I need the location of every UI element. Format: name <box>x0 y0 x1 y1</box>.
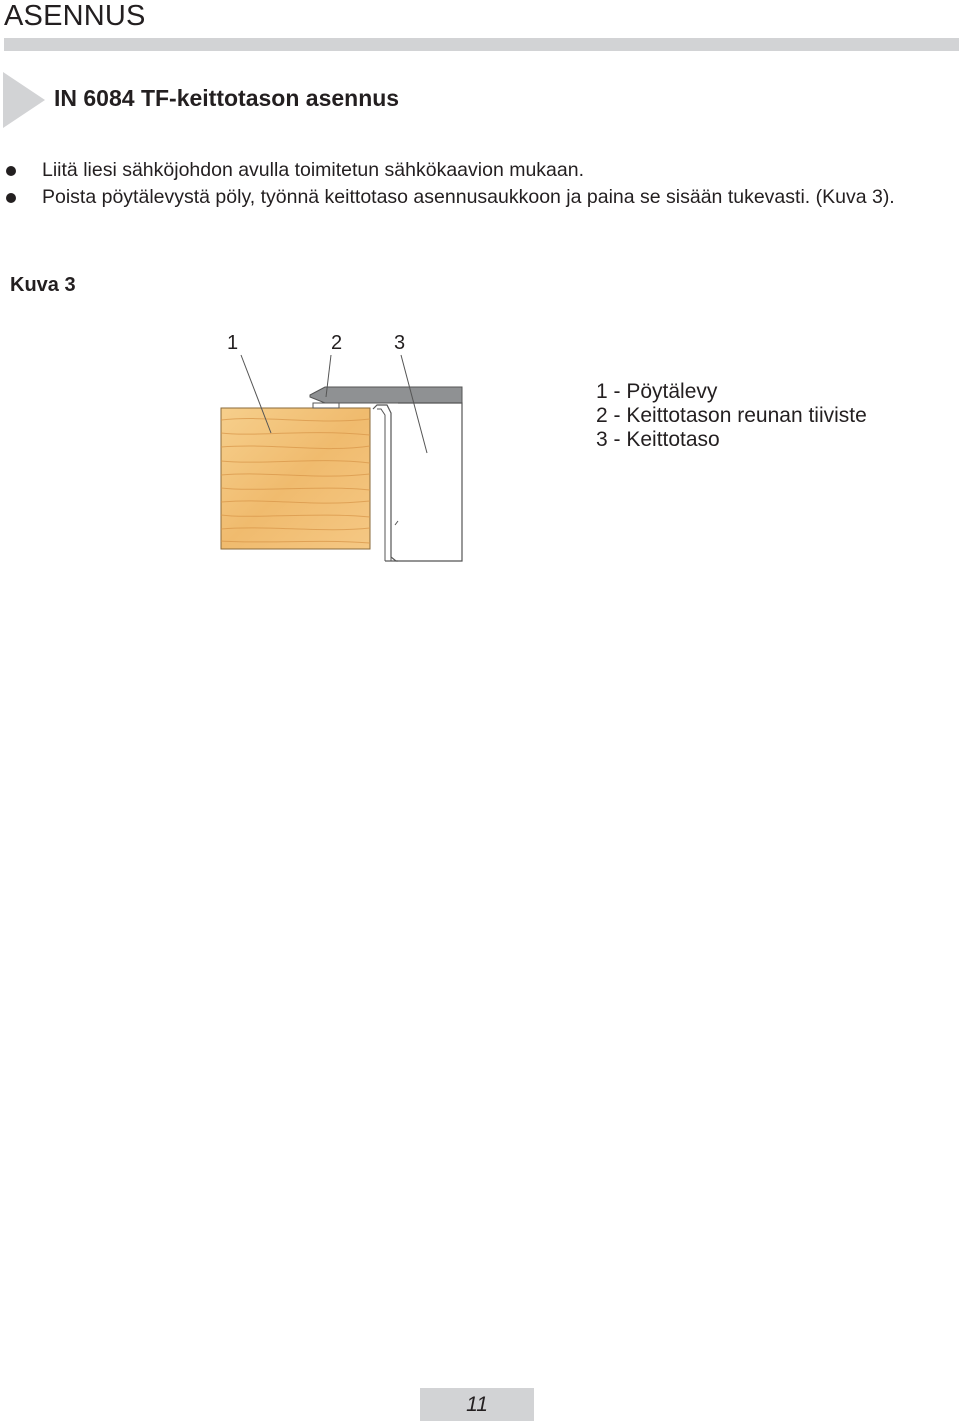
callout-2: 2 <box>331 332 343 354</box>
instruction-text: Liitä liesi sähköjohdon avulla toimitetun sähkökaavion mukaan. <box>42 159 584 181</box>
legend-item: 3 - Keittotaso <box>596 428 720 451</box>
section-title: IN 6084 TF-keittotason asennus <box>54 85 400 111</box>
section-arrow-icon <box>3 72 45 128</box>
instruction-text: Poista pöytälevystä pöly, työnnä keittotaso asennusaukkoon ja paina se sisään tukevasti. (Kuva 3). <box>42 186 895 208</box>
callout-3: 3 <box>394 332 406 354</box>
legend-item: 2 - Keittotason reunan tiiviste <box>596 404 867 427</box>
legend-item: 1 - Pöytälevy <box>596 380 718 403</box>
header-divider-bar <box>4 38 959 51</box>
figure-legend <box>596 380 867 452</box>
page-header-title: ASENNUS <box>4 0 146 32</box>
instruction-item <box>0 184 960 211</box>
page-number-box <box>420 1388 534 1421</box>
instruction-list <box>0 157 960 211</box>
bullet-icon <box>6 166 16 176</box>
callout-1: 1 <box>227 332 239 354</box>
installation-diagram <box>205 325 485 570</box>
page-number: 11 <box>466 1393 488 1416</box>
bullet-icon <box>6 193 16 203</box>
instruction-item <box>0 157 960 184</box>
worktop <box>221 408 370 549</box>
figure-label: Kuva 3 <box>10 274 76 296</box>
